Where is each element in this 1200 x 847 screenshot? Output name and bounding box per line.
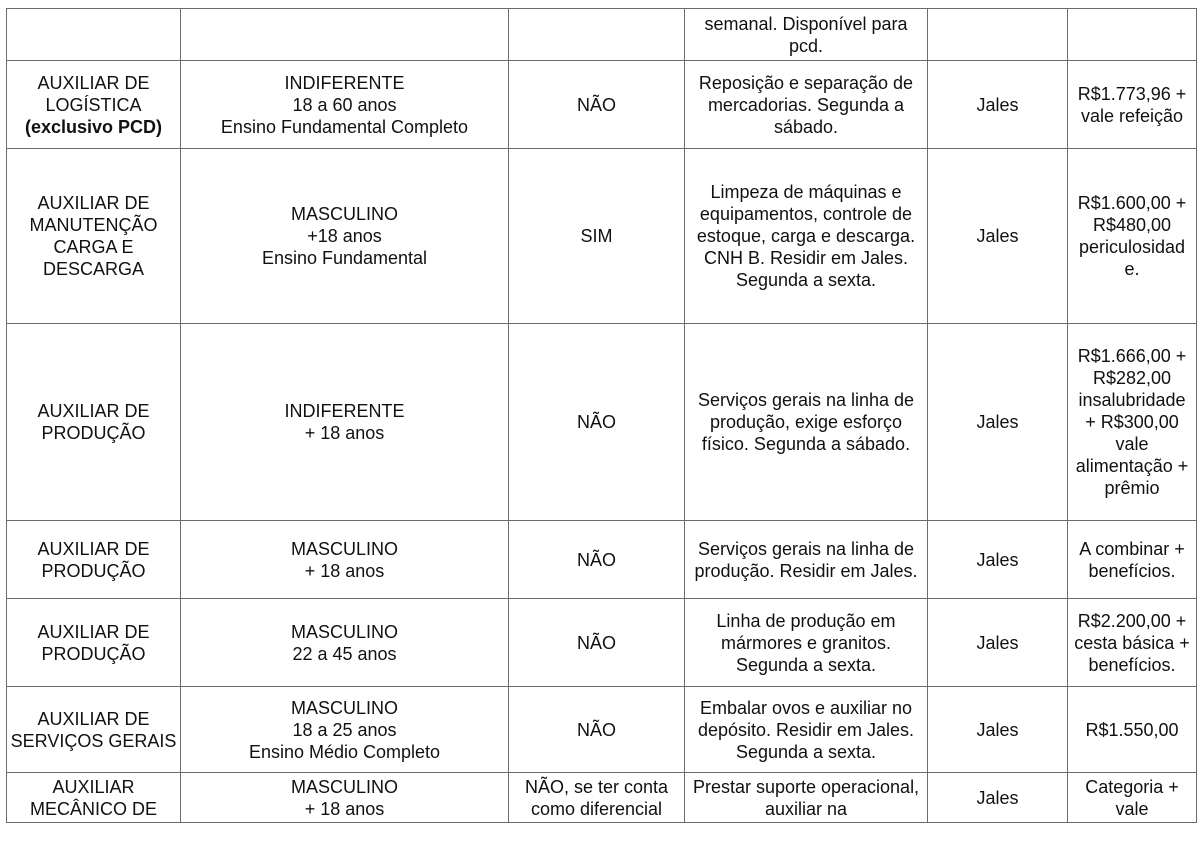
table-row (7, 773, 1197, 823)
experience-text: NÃO (576, 632, 616, 653)
role-line: LOGÍSTICA (45, 94, 142, 115)
profile-cell (181, 521, 509, 599)
role-note: (exclusivo PCD) (24, 116, 163, 137)
city-text: Jales (976, 787, 1019, 808)
experience-text: NÃO (576, 94, 616, 115)
salary-cell (1068, 687, 1197, 773)
city-cell (928, 9, 1068, 61)
description-text: Reposição e separação de mercadorias. Segunda a sábado. (698, 72, 914, 137)
city-cell (928, 521, 1068, 599)
profile-cell (181, 773, 509, 823)
profile-line: Ensino Médio Completo (248, 741, 441, 762)
experience-text: NÃO, se ter conta como diferencial (524, 776, 669, 819)
role-line: PRODUÇÃO (41, 560, 146, 581)
role-line: AUXILIAR DE (37, 72, 150, 93)
experience-cell (509, 149, 685, 324)
description-cell (685, 521, 928, 599)
role-cell (7, 149, 181, 324)
salary-cell (1068, 324, 1197, 521)
experience-text: NÃO (576, 412, 616, 432)
role-line: MECÂNICO DE (29, 798, 157, 819)
description-text: Prestar suporte operacional, auxiliar na (692, 776, 920, 819)
experience-cell (509, 773, 685, 823)
profile-line: Ensino Fundamental Completo (220, 116, 469, 137)
profile-cell (181, 9, 509, 61)
table-row (7, 687, 1197, 773)
city-text: Jales (976, 632, 1019, 653)
role-line: SERVIÇOS GERAIS (10, 730, 177, 751)
description-text: Limpeza de máquinas e equipamentos, controle de estoque, carga e descarga. CNH B. Residir em Jales. Segunda a sexta. (696, 182, 916, 290)
role-line: AUXILIAR DE (37, 708, 150, 729)
description-cell (685, 687, 928, 773)
salary-text: R$2.200,00 + cesta básica + benefícios. (1074, 610, 1190, 675)
salary-cell (1068, 149, 1197, 324)
experience-cell (509, 599, 685, 687)
role-cell (7, 687, 181, 773)
role-line: PRODUÇÃO (41, 643, 146, 664)
profile-cell (181, 149, 509, 324)
role-line: PRODUÇÃO (41, 423, 146, 443)
description-text: Serviços gerais na linha de produção, exige esforço físico. Segunda a sábado. (697, 390, 915, 454)
city-cell (928, 773, 1068, 823)
job-listings-table (6, 8, 1197, 823)
profile-line: MASCULINO (290, 621, 398, 642)
table-row (7, 9, 1197, 61)
description-cell (685, 9, 928, 61)
profile-line: MASCULINO (290, 204, 398, 224)
profile-cell (181, 61, 509, 149)
salary-cell (1068, 599, 1197, 687)
city-cell (928, 324, 1068, 521)
role-cell (7, 521, 181, 599)
salary-text: Categoria + vale (1085, 776, 1179, 819)
experience-cell (509, 9, 685, 61)
profile-line: 18 a 25 anos (292, 719, 397, 740)
table-row (7, 324, 1197, 521)
profile-line: Ensino Fundamental (261, 248, 428, 268)
role-line: MANUTENÇÃO (29, 215, 158, 235)
profile-line: INDIFERENTE (284, 72, 405, 93)
city-text: Jales (976, 94, 1019, 115)
role-cell (7, 324, 181, 521)
role-line: AUXILIAR DE (37, 193, 150, 213)
profile-line: + 18 anos (304, 423, 385, 443)
profile-line: 22 a 45 anos (292, 643, 397, 664)
city-cell (928, 687, 1068, 773)
salary-cell (1068, 521, 1197, 599)
role-line: AUXILIAR DE (37, 621, 150, 642)
role-cell (7, 9, 181, 61)
job-rows (7, 9, 1197, 823)
table-row (7, 521, 1197, 599)
salary-text: A combinar + benefícios. (1079, 538, 1185, 581)
profile-line: + 18 anos (304, 560, 385, 581)
description-cell (685, 324, 928, 521)
salary-text: R$1.773,96 + vale refeição (1077, 83, 1187, 126)
salary-cell (1068, 61, 1197, 149)
salary-cell (1068, 9, 1197, 61)
profile-line: INDIFERENTE (284, 401, 405, 421)
city-text: Jales (976, 226, 1019, 246)
profile-line: +18 anos (307, 226, 382, 246)
salary-text: R$1.600,00 + R$480,00 periculosidad e. (1077, 193, 1187, 279)
experience-cell (509, 324, 685, 521)
description-text: semanal. Disponível para pcd. (704, 13, 908, 56)
experience-text: SIM (580, 226, 613, 246)
profile-cell (181, 324, 509, 521)
city-text: Jales (976, 549, 1019, 570)
role-cell (7, 773, 181, 823)
profile-line: MASCULINO (290, 776, 398, 797)
role-line: AUXILIAR (52, 776, 135, 797)
city-text: Jales (976, 719, 1019, 740)
profile-line: 18 a 60 anos (292, 94, 397, 115)
salary-text: R$1.666,00 + R$282,00 insalubridade + R$300,00 vale alimentação + prêmio (1075, 346, 1189, 498)
salary-text: R$1.550,00 (1085, 719, 1179, 740)
city-cell (928, 149, 1068, 324)
experience-cell (509, 521, 685, 599)
role-cell (7, 599, 181, 687)
role-line: AUXILIAR DE (37, 538, 150, 559)
description-cell (685, 773, 928, 823)
city-text: Jales (976, 412, 1019, 432)
role-cell (7, 61, 181, 149)
description-cell (685, 61, 928, 149)
profile-cell (181, 599, 509, 687)
city-cell (928, 599, 1068, 687)
experience-cell (509, 61, 685, 149)
table-row (7, 599, 1197, 687)
experience-text: NÃO (576, 719, 616, 740)
role-line: AUXILIAR DE (37, 401, 150, 421)
experience-text: NÃO (576, 549, 616, 570)
role-line: CARGA E (53, 237, 134, 257)
description-cell (685, 149, 928, 324)
description-text: Linha de produção em mármores e granitos. Segunda a sexta. (716, 610, 896, 675)
description-text: Embalar ovos e auxiliar no depósito. Residir em Jales. Segunda a sexta. (697, 697, 915, 762)
experience-cell (509, 687, 685, 773)
description-text: Serviços gerais na linha de produção. Residir em Jales. (694, 538, 918, 581)
table-row (7, 149, 1197, 324)
salary-cell (1068, 773, 1197, 823)
role-line: DESCARGA (42, 259, 145, 279)
profile-cell (181, 687, 509, 773)
profile-line: + 18 anos (304, 798, 385, 819)
description-cell (685, 599, 928, 687)
table-row (7, 61, 1197, 149)
profile-line: MASCULINO (290, 697, 398, 718)
city-cell (928, 61, 1068, 149)
profile-line: MASCULINO (290, 538, 398, 559)
